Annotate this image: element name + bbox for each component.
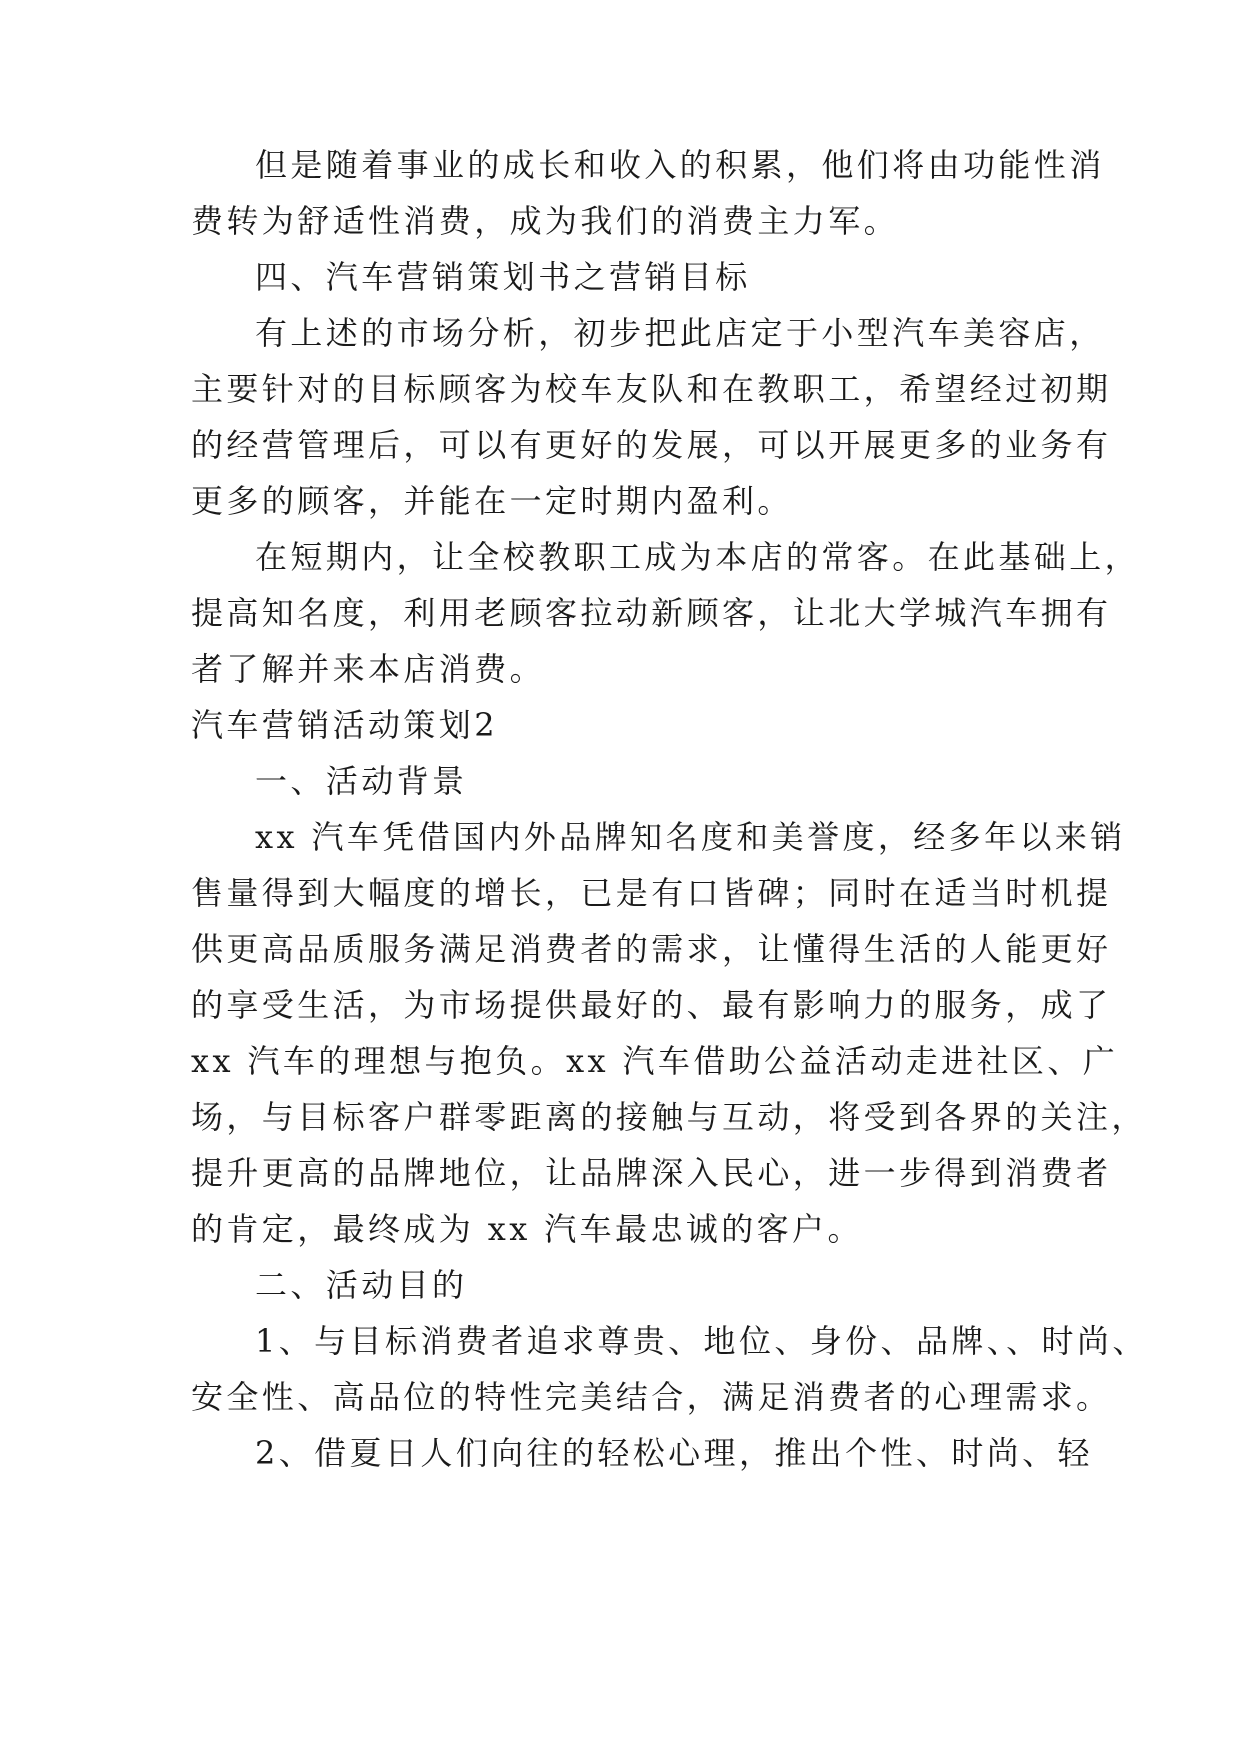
text-line: 的肯定，最终成为 xx 汽车最忠诚的客户。 bbox=[191, 1210, 863, 1248]
text-line: xx 汽车凭借国内外品牌知名度和美誉度，经多年以来销 bbox=[255, 818, 1126, 856]
text-line: 更多的顾客，并能在一定时期内盈利。 bbox=[191, 482, 793, 520]
text-line: 安全性、高品位的特性完美结合，满足消费者的心理需求。 bbox=[191, 1378, 1112, 1416]
text-line: 主要针对的目标顾客为校车友队和在教职工，希望经过初期 bbox=[191, 370, 1112, 408]
text-line: xx 汽车的理想与抱负。xx 汽车借助公益活动走进社区、广 bbox=[191, 1042, 1119, 1080]
text-line: 但是随着事业的成长和收入的积累，他们将由功能性消 bbox=[255, 146, 1105, 184]
text-line: 提高知名度，利用老顾客拉动新顾客，让北大学城汽车拥有 bbox=[191, 594, 1112, 632]
text-line: 1、与目标消费者追求尊贵、地位、身份、品牌、、时尚、 bbox=[255, 1322, 1148, 1360]
text-line: 场，与目标客户群零距离的接触与互动，将受到各界的关注， bbox=[191, 1098, 1147, 1136]
text-line: 的享受生活，为市场提供最好的、最有影响力的服务，成了 bbox=[191, 986, 1112, 1024]
text-line: 提升更高的品牌地位，让品牌深入民心，进一步得到消费者 bbox=[191, 1154, 1112, 1192]
text-line: 售量得到大幅度的增长，已是有口皆碑；同时在适当时机提 bbox=[191, 874, 1112, 912]
section-heading: 四、汽车营销策划书之营销目标 bbox=[255, 258, 751, 296]
text-line: 有上述的市场分析，初步把此店定于小型汽车美容店， bbox=[255, 314, 1105, 352]
text-line: 费转为舒适性消费，成为我们的消费主力军。 bbox=[191, 202, 900, 240]
document-title: 汽车营销活动策划2 bbox=[191, 706, 498, 744]
text-line: 在短期内，让全校教职工成为本店的常客。在此基础上， bbox=[255, 538, 1141, 576]
text-line: 的经营管理后，可以有更好的发展，可以开展更多的业务有 bbox=[191, 426, 1112, 464]
section-heading: 一、活动背景 bbox=[255, 762, 468, 800]
text-line: 者了解并来本店消费。 bbox=[191, 650, 546, 688]
text-line: 2、借夏日人们向往的轻松心理，推出个性、时尚、轻 bbox=[255, 1434, 1093, 1472]
text-line: 供更高品质服务满足消费者的需求，让懂得生活的人能更好 bbox=[191, 930, 1112, 968]
section-heading: 二、活动目的 bbox=[255, 1266, 468, 1304]
